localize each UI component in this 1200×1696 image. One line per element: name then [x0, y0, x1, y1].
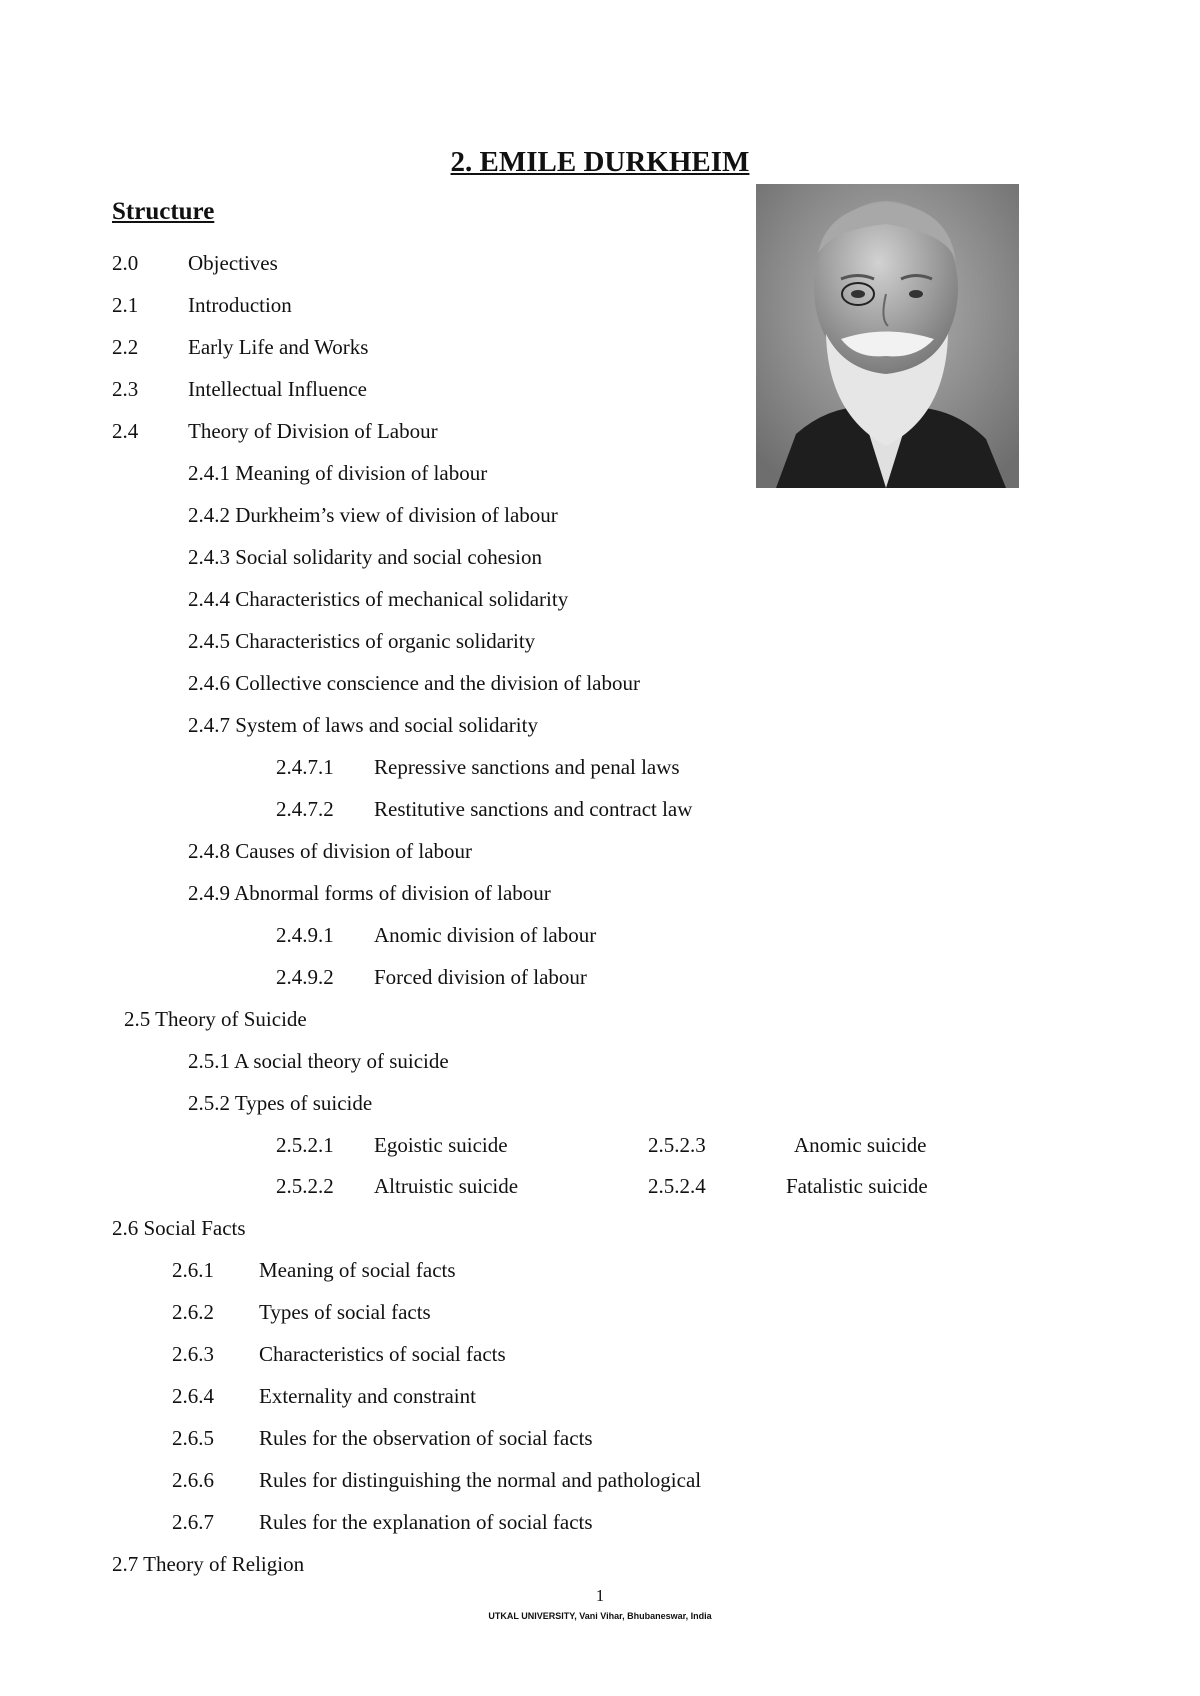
toc-subitem: 2.4.6 Collective conscience and the division of labour [188, 671, 640, 695]
toc-subitem: 2.4.2 Durkheim’s view of division of labour [188, 503, 558, 527]
toc-subitem: 2.5.1 A social theory of suicide [188, 1049, 449, 1073]
toc-subitem: 2.5.2 Types of suicide [188, 1091, 373, 1115]
structure-heading: Structure [112, 198, 215, 225]
portrait-photo-icon [756, 184, 1019, 488]
document-title: 2. EMILE DURKHEIM [450, 146, 750, 178]
toc-subitem: 2.4.7 System of laws and social solidarity [188, 713, 538, 737]
toc-item: 2.6 Social Facts [112, 1216, 246, 1240]
footer-organization: UTKAL UNIVERSITY, Vani Vihar, Bhubaneswar, India [488, 1611, 712, 1621]
toc-item: 2.5 Theory of Suicide [124, 1007, 307, 1031]
toc-subitem: 2.4.3 Social solidarity and social cohesion [188, 545, 543, 569]
toc-subitem: 2.4.4 Characteristics of mechanical solidarity [188, 587, 569, 611]
toc-subitem: 2.4.1 Meaning of division of labour [188, 461, 488, 485]
page-number: 1 [595, 1586, 605, 1605]
toc-subitem: 2.4.8 Causes of division of labour [188, 839, 473, 863]
portrait-photo [756, 184, 1019, 488]
toc-subitem: 2.4.9 Abnormal forms of division of labour [188, 881, 551, 905]
toc-subitem: 2.4.5 Characteristics of organic solidarity [188, 629, 536, 653]
toc-item: 2.7 Theory of Religion [112, 1552, 305, 1576]
